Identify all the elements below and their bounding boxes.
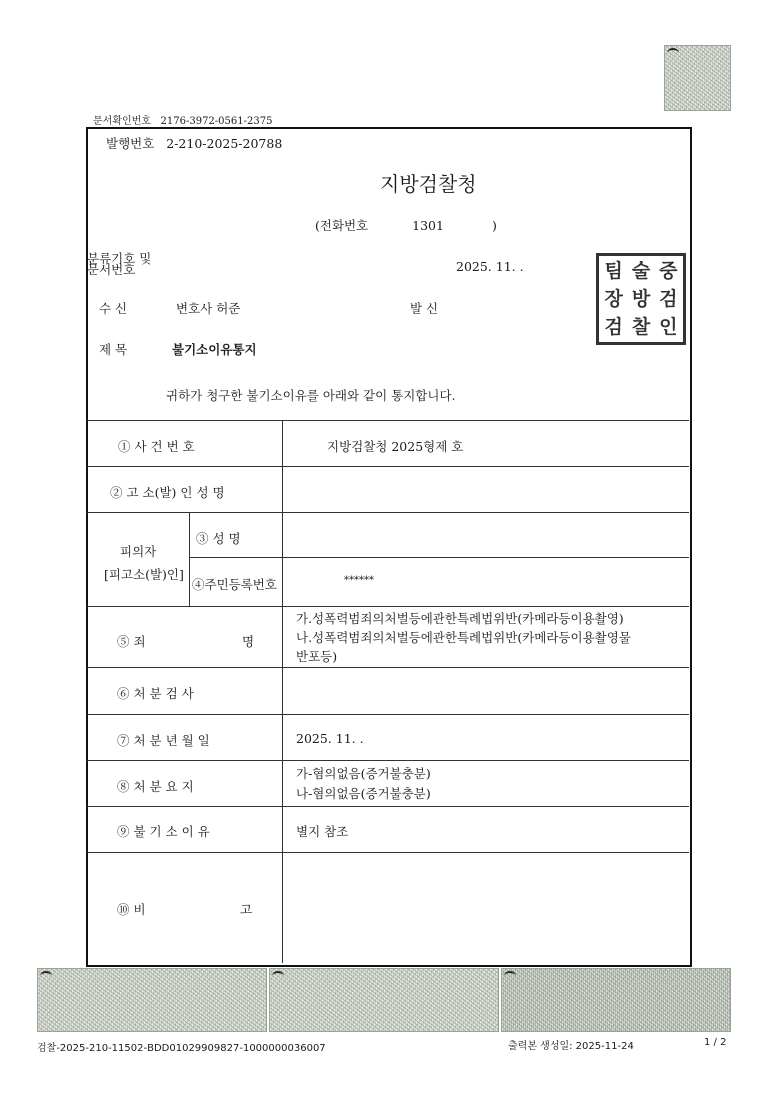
issue-label: 발행번호 (106, 136, 155, 151)
rrn-label: ④주민등록번호 (192, 577, 277, 592)
phone-close: ) (491, 218, 497, 233)
row-rule (87, 667, 689, 668)
issue-value: 2-210-2025-20788 (166, 136, 283, 151)
office-title: 지방검찰청 (380, 172, 477, 196)
sender-label: 발 신 (410, 301, 439, 316)
recipient-value: 변호사 허준 (176, 301, 241, 316)
phone-line (315, 216, 497, 234)
disposal-date-value: 2025. 11. . (296, 731, 364, 746)
crime-names (296, 609, 631, 666)
remarks-label-end: 고 (240, 902, 253, 917)
crime-label-end: 명 (242, 634, 255, 649)
issue-number (106, 134, 282, 152)
official-seal: 팀 술 중 장 방 검 검 찰 인 (596, 253, 686, 345)
disposal-summary-label: ⑧ 처 분 요 지 (117, 779, 194, 794)
prosecutor-label: ⑥ 처 분 검 사 (117, 686, 194, 701)
disposal-summary-2: 나-혐의없음(증거불충분) (296, 786, 431, 801)
row-rule (87, 714, 689, 715)
row-rule (87, 466, 689, 467)
reason-value: 별지 참조 (296, 824, 349, 839)
footer-code: 검찰-2025-210-11502-BDD01029909827-1000000036007 (37, 1043, 326, 1054)
row-rule (87, 606, 689, 607)
security-pattern-top (664, 45, 731, 111)
row-rule (87, 852, 689, 853)
security-pattern-bottom-1 (37, 968, 267, 1032)
remarks-label: ⑩ 비 (117, 902, 146, 917)
crime-label: ⑤ 죄 (117, 634, 146, 649)
crime-line-2: 나.성폭력범죄의처벌등에관한특례법위반(카메라등이용촬영물 (296, 630, 631, 645)
document-date: 2025. 11. . (456, 259, 524, 274)
subject-label: 제 목 (99, 342, 128, 357)
footer-page: 1 / 2 (704, 1037, 727, 1048)
case-no-label: ① 사 건 번 호 (118, 439, 195, 454)
row-rule (87, 806, 689, 807)
suspect-label: 피의자 (120, 544, 157, 559)
disposal-summary (296, 764, 431, 804)
reason-label: ⑨ 불 기 소 이 유 (117, 824, 210, 839)
doc-check-label: 문서확인번호 (93, 116, 151, 127)
phone-open: (전화번호 (315, 218, 369, 233)
table-top-rule (87, 420, 689, 421)
phone-number: 1301 (412, 218, 444, 233)
footer-generated: 출력본 생성일: 2025-11-24 (508, 1041, 634, 1052)
column-rule (189, 512, 190, 606)
recipient-label: 수 신 (99, 301, 128, 316)
security-pattern-bottom-2 (269, 968, 499, 1032)
security-pattern-bottom-3 (501, 968, 731, 1032)
class-label-line-1: 분류기호 및 (87, 251, 152, 266)
row-rule (87, 760, 689, 761)
row-rule (87, 512, 689, 513)
doc-check-number (93, 112, 272, 127)
subject-value: 불기소이유통지 (172, 342, 257, 357)
row-rule (189, 557, 689, 558)
disposal-summary-1: 가-혐의없음(증거불충분) (296, 766, 431, 781)
crime-line-3: 반포등) (296, 649, 338, 664)
classification-label (87, 253, 151, 275)
rrn-value: ****** (344, 575, 374, 586)
intro-text: 귀하가 청구한 불기소이유를 아래와 같이 통지합니다. (166, 388, 456, 403)
crime-line-1: 가.성폭력범죄의처벌등에관한특례법위반(카메라등이용촬영) (296, 611, 624, 626)
name-label: ③ 성 명 (196, 531, 241, 546)
class-label-line-2: 문서번호 (87, 262, 136, 277)
column-rule (282, 420, 283, 963)
disposal-date-label: ⑦ 처 분 년 월 일 (117, 733, 210, 748)
suspect-sub-label: [피고소(발)인] (104, 567, 184, 582)
case-no-value: 지방검찰청 2025형제 호 (327, 439, 464, 454)
doc-check-value: 2176-3972-0561-2375 (160, 116, 273, 127)
complainant-label: ② 고 소(발) 인 성 명 (110, 485, 225, 500)
